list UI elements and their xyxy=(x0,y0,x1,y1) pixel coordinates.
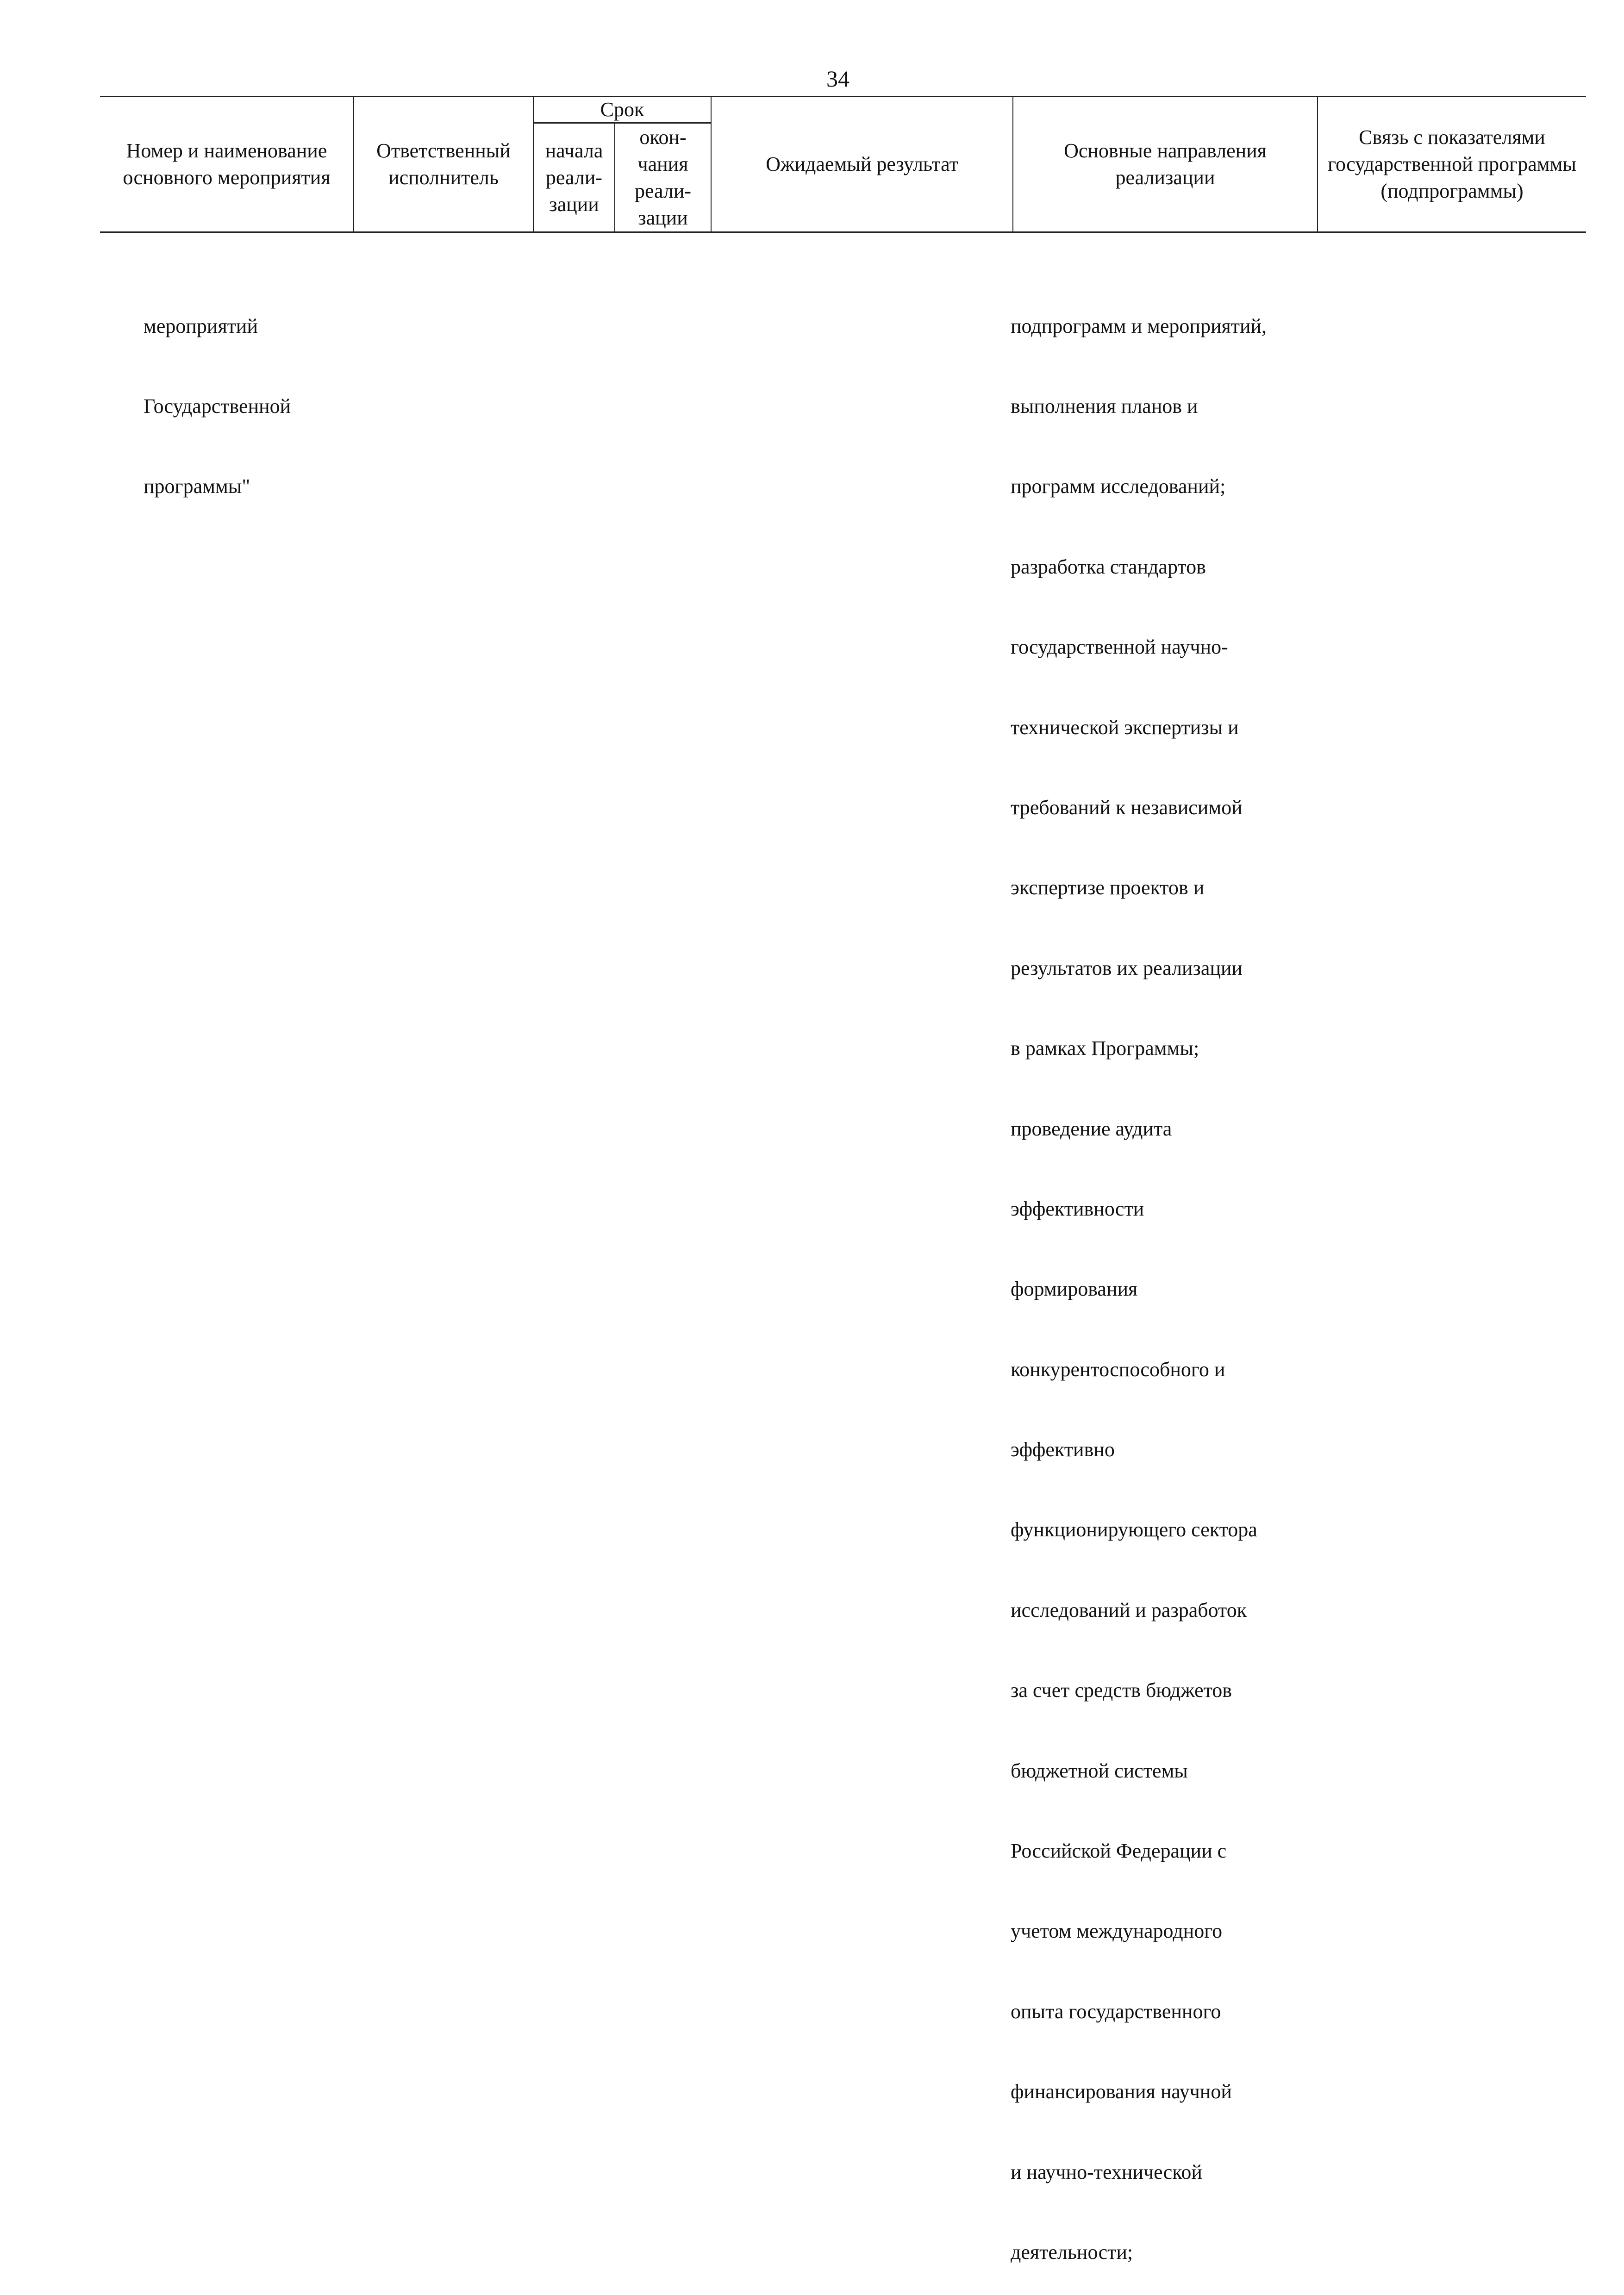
text-line: бюджетной системы xyxy=(1011,1759,1188,1782)
text-line: эффективно xyxy=(1011,1438,1115,1461)
header-responsible: Ответственный исполнитель xyxy=(354,97,533,232)
text-line: функционирующего сектора xyxy=(1011,1518,1257,1541)
text-line: результатов их реализации xyxy=(1011,956,1243,979)
header-main-directions: Основные направления реализации xyxy=(1013,97,1318,232)
text-line: формирования xyxy=(1011,1278,1138,1301)
text-line: мероприятий xyxy=(144,314,258,337)
header-start: начала реали-зации xyxy=(533,123,615,232)
text-line: разработка стандартов xyxy=(1011,555,1206,578)
header-indicator-link: Связь с показателями государственной программы (подпрограммы) xyxy=(1318,97,1586,232)
text-line: проведение аудита xyxy=(1011,1117,1172,1140)
text-line: подпрограмм и мероприятий, xyxy=(1011,314,1267,337)
main-directions-text xyxy=(1011,259,1267,2295)
table-header xyxy=(100,96,1586,233)
text-line: выполнения планов и xyxy=(1011,394,1198,418)
text-line: требований к независимой xyxy=(1011,796,1243,819)
text-line: учетом международного xyxy=(1011,1920,1223,1943)
text-line: эффективности xyxy=(1011,1197,1144,1220)
text-line: деятельности; xyxy=(1011,2240,1133,2264)
text-line: конкурентоспособного и xyxy=(1011,1358,1225,1381)
page-number: 34 xyxy=(826,66,849,92)
text-line: Российской Федерации с xyxy=(1011,1840,1227,1863)
text-line: за счет средств бюджетов xyxy=(1011,1679,1232,1702)
text-line: технической экспертизы и xyxy=(1011,716,1239,739)
text-line: Государственной xyxy=(144,394,291,418)
text-line: опыта государственного xyxy=(1011,2000,1221,2023)
text-line: программ исследований; xyxy=(1011,475,1226,498)
text-line: экспертизе проектов и xyxy=(1011,876,1205,899)
text-line: программы" xyxy=(144,475,250,498)
text-line: государственной научно- xyxy=(1011,636,1228,659)
header-activity-name: Номер и наименование основного мероприятия xyxy=(100,97,354,232)
text-line: финансирования научной xyxy=(1011,2080,1232,2103)
header-end: окон-чания реали-зации xyxy=(615,123,711,232)
header-expected-result: Ожидаемый результат xyxy=(711,97,1013,232)
header-deadline: Срок xyxy=(533,97,711,123)
text-line: исследований и разработок xyxy=(1011,1598,1247,1621)
text-line: и научно-технической xyxy=(1011,2160,1202,2183)
activity-name-text xyxy=(144,259,291,527)
text-line: в рамках Программы; xyxy=(1011,1037,1199,1060)
